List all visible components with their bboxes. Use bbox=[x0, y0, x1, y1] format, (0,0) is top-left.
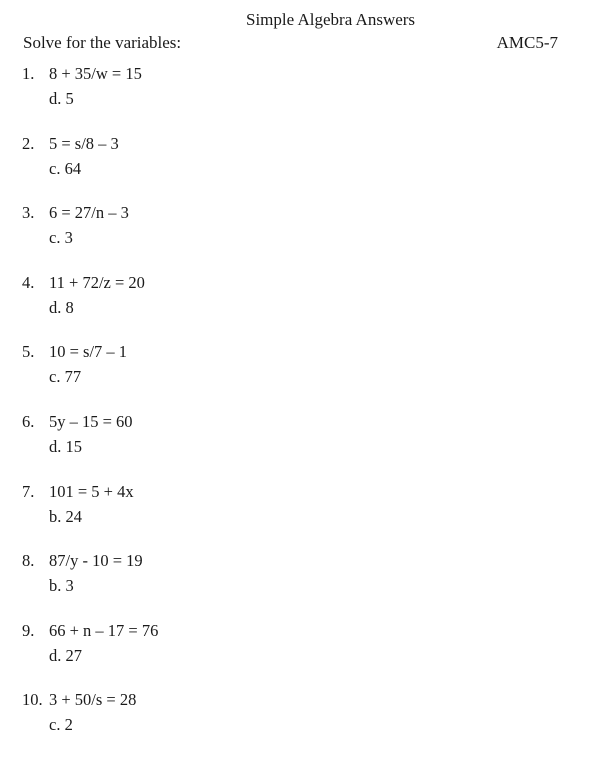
problem-number: 8. bbox=[22, 551, 35, 571]
problem-item bbox=[22, 690, 562, 760]
problem-number: 10. bbox=[22, 690, 43, 710]
problem-number: 7. bbox=[22, 481, 35, 501]
problem-item bbox=[22, 273, 562, 343]
problem-answer: c. 64 bbox=[49, 158, 82, 178]
problem-answer: d. 5 bbox=[49, 89, 74, 108]
problem-answer: c. 2 bbox=[49, 715, 73, 735]
problem-equation: 5 = s/8 – 3 bbox=[49, 133, 119, 153]
problem-answer: c. 77 bbox=[49, 367, 82, 387]
problem-number: 2. bbox=[22, 133, 35, 153]
problem-item bbox=[22, 134, 562, 204]
problem-number: 1. bbox=[22, 64, 35, 83]
problem-answer: d. 8 bbox=[49, 297, 74, 317]
problem-answer: b. 3 bbox=[49, 576, 74, 596]
problem-number: 4. bbox=[22, 272, 35, 292]
problem-equation: 8 + 35/w = 15 bbox=[49, 64, 142, 83]
problem-equation: 101 = 5 + 4x bbox=[49, 481, 134, 501]
problem-number: 5. bbox=[22, 342, 35, 362]
problem-item bbox=[22, 342, 562, 412]
problem-answer: c. 3 bbox=[49, 228, 73, 248]
problem-number: 3. bbox=[22, 203, 35, 223]
problem-answer: d. 27 bbox=[49, 645, 82, 665]
problem-item bbox=[22, 412, 562, 482]
problem-item bbox=[22, 621, 562, 691]
problem-number: 6. bbox=[22, 411, 35, 431]
problem-answer: b. 24 bbox=[49, 506, 82, 526]
problem-equation: 3 + 50/s = 28 bbox=[49, 690, 137, 710]
instructions: Solve for the variables: bbox=[23, 33, 182, 52]
problem-equation: 6 = 27/n – 3 bbox=[49, 203, 129, 223]
problem-equation: 11 + 72/z = 20 bbox=[49, 272, 145, 292]
problem-equation: 87/y - 10 = 19 bbox=[49, 551, 143, 571]
worksheet-code: AMC5-7 bbox=[496, 33, 558, 52]
problem-number: 9. bbox=[22, 620, 35, 640]
problem-answer: d. 15 bbox=[49, 436, 82, 456]
page-title: Simple Algebra Answers bbox=[246, 10, 416, 29]
problem-item bbox=[22, 203, 562, 273]
problem-list bbox=[22, 64, 562, 760]
problem-item bbox=[22, 64, 562, 134]
problem-item bbox=[22, 551, 562, 621]
problem-equation: 5y – 15 = 60 bbox=[49, 411, 133, 431]
problem-equation: 66 + n – 17 = 76 bbox=[49, 620, 159, 640]
problem-item bbox=[22, 482, 562, 552]
problem-equation: 10 = s/7 – 1 bbox=[49, 342, 128, 362]
